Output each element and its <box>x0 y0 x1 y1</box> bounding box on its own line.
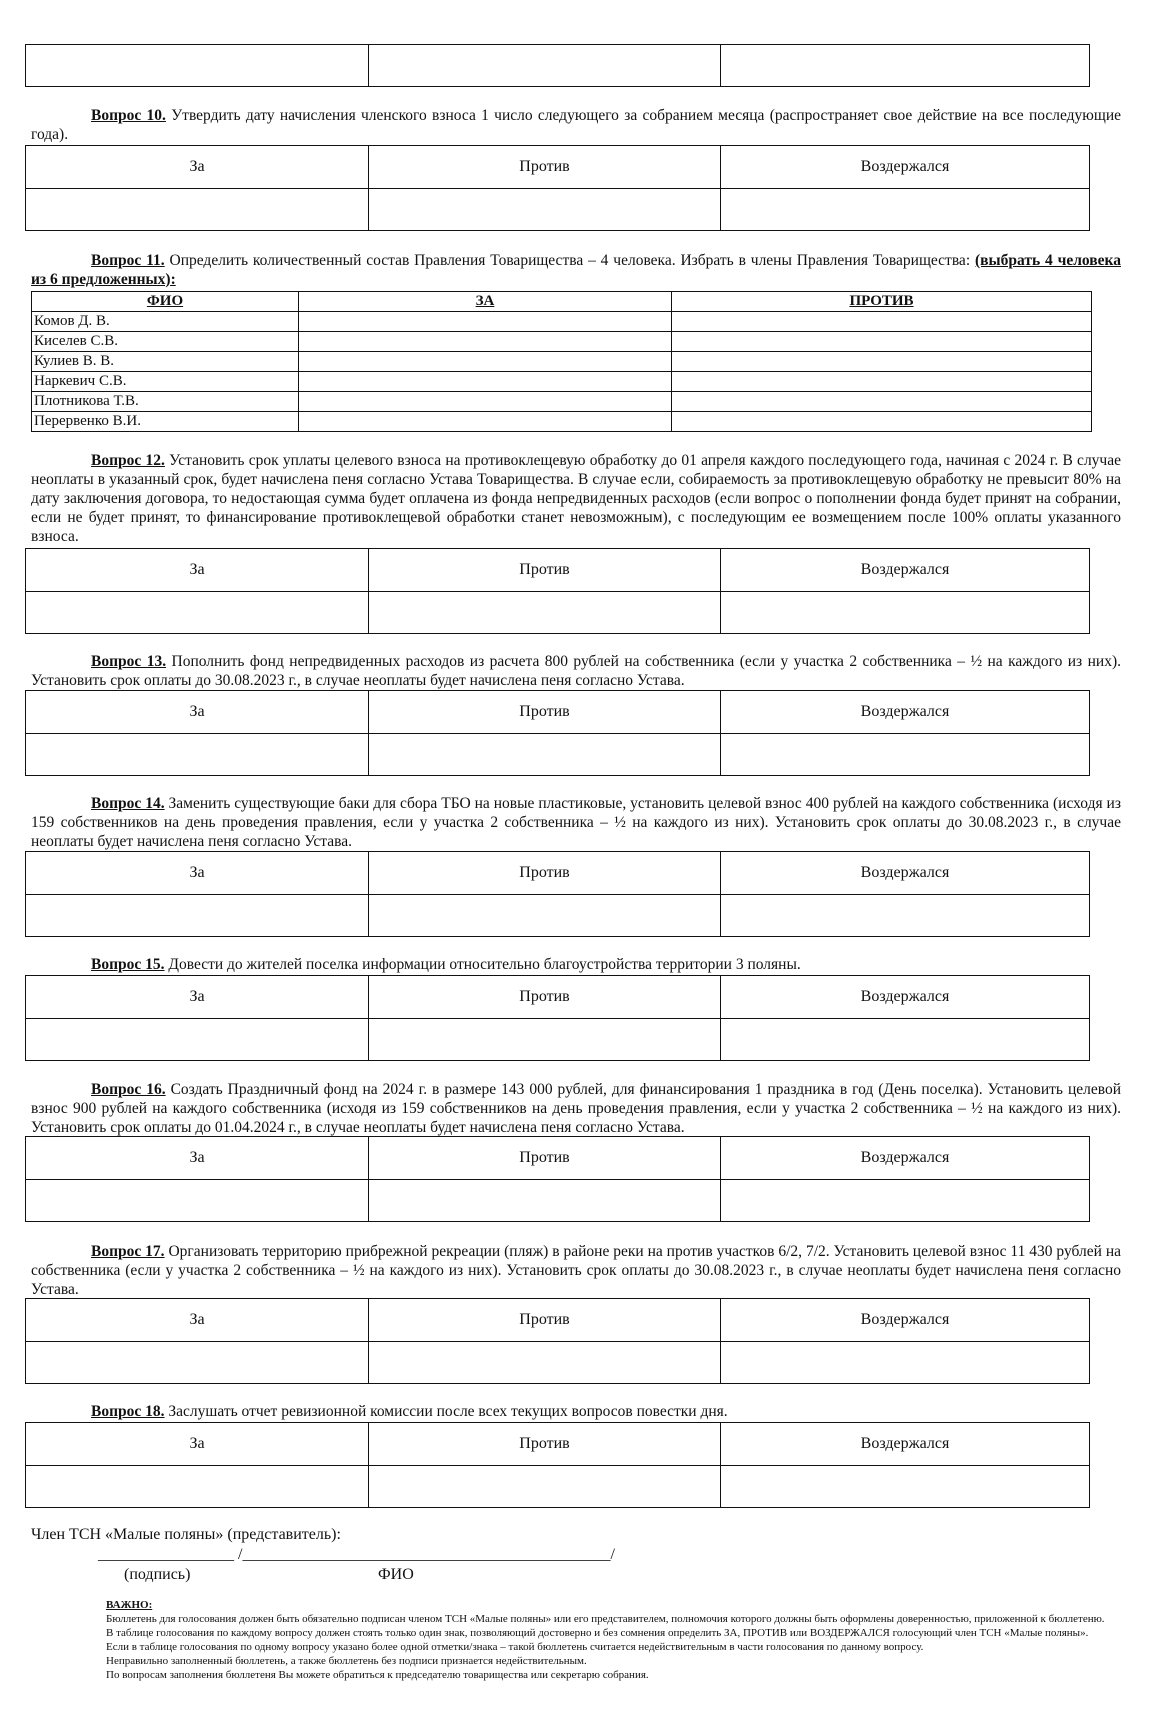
board-cell-against[interactable] <box>672 352 1092 372</box>
vote-cell-abstain[interactable] <box>721 1019 1090 1061</box>
signature-line[interactable]: _________________ /______________________________________________/ <box>98 1546 615 1563</box>
question-text: Утвердить дату начисления членского взноса 1 число следующего за собранием месяца (распространяет свое действие на все последующие года). <box>31 107 1121 143</box>
vote-cell-abstain[interactable] <box>721 1180 1090 1222</box>
vote-cell-abstain[interactable] <box>721 592 1090 634</box>
question-instruction: (выбрать 4 человека из 6 предложенных): <box>31 252 1121 288</box>
vote-cell-for[interactable] <box>26 734 369 776</box>
vote-cell-against[interactable] <box>369 1466 721 1508</box>
vote-header-abstain: Воздержался <box>721 1299 1090 1342</box>
question-15 <box>31 955 1121 974</box>
question-17 <box>31 1242 1121 1299</box>
vote-cell-for[interactable] <box>26 1342 369 1384</box>
question-text: Пополнить фонд непредвиденных расходов из расчета 800 рублей на собственника (если у участка 2 собственника – ½ на каждого из них). Установить срок оплаты до 30.08.2023 г., в случае неоплаты будет начислена пеня согласно Устава. <box>31 653 1121 689</box>
signature-caption: (подпись) <box>124 1566 191 1583</box>
question-10 <box>31 106 1121 144</box>
vote-table-q13 <box>25 690 1090 776</box>
vote-header-against: Против <box>369 549 721 592</box>
question-12 <box>31 451 1121 546</box>
vote-cell-abstain[interactable] <box>721 1342 1090 1384</box>
vote-header-against: Против <box>369 146 721 189</box>
question-text: Создать Праздничный фонд на 2024 г. в размере 143 000 рублей, для финансирования 1 праздника в год (День поселка). Установить целевой взнос 900 рублей на каждого собственника (исходя из 159 собственников на день проведения правления, если у участка 2 собственника – ½ на каждого из них). Установить срок оплаты до 01.04.2024 г., в случае неоплаты будет начислена пеня согласно Устава. <box>31 1081 1121 1136</box>
vote-header-for: За <box>26 1299 369 1342</box>
vote-cell-against[interactable] <box>369 189 721 231</box>
candidate-name: Киселев С.В. <box>32 332 299 352</box>
board-header-for: ЗА <box>299 292 672 312</box>
note-item: Бюллетень для голосования должен быть обязательно подписан членом ТСН «Малые поляны» или его представителем, полномочия которого должны быть оформлены доверенностью, приложенной к бюллетеню. <box>106 1613 1105 1625</box>
question-text: Организовать территорию прибрежной рекреации (пляж) в районе реки на против участков 6/2, 7/2. Установить целевой взнос 11 430 рублей на собственника (если у участка 2 собственника – ½ на каждого из них). Установить срок оплаты до 30.08.2023 г., в случае неоплаты будет начислена пеня согласно Устава. <box>31 1243 1121 1298</box>
question-16 <box>31 1080 1121 1137</box>
candidate-name: Перервенко В.И. <box>32 412 299 432</box>
vote-header-for: За <box>26 852 369 895</box>
vote-header-abstain: Воздержался <box>721 1423 1090 1466</box>
vote-cell-against[interactable] <box>369 1342 721 1384</box>
vote-cell-for[interactable] <box>26 592 369 634</box>
board-cell-against[interactable] <box>672 392 1092 412</box>
vote-header-for: За <box>26 146 369 189</box>
vote-header-for: За <box>26 1137 369 1180</box>
question-number: Вопрос 10. <box>91 107 166 124</box>
vote-cell-for[interactable] <box>26 1180 369 1222</box>
question-number: Вопрос 15. <box>91 956 165 973</box>
question-text: Заменить существующие баки для сбора ТБО на новые пластиковые, установить целевой взнос 400 рублей на каждого собственника (исходя из 159 собственников на день проведения правления, если у участка 2 собственника – ½ на каждого из них). Установить срок оплаты до 30.08.2023 г., в случае неоплаты будет начислена пеня согласно Устава. <box>31 795 1121 850</box>
board-cell-for[interactable] <box>299 392 672 412</box>
board-cell-against[interactable] <box>672 372 1092 392</box>
vote-header-against: Против <box>369 852 721 895</box>
vote-cell-for[interactable] <box>26 45 369 87</box>
note-item: Неправильно заполненный бюллетень, а также бюллетень без подписи признается недействительным. <box>106 1655 587 1667</box>
vote-header-abstain: Воздержался <box>721 976 1090 1019</box>
vote-cell-for[interactable] <box>26 189 369 231</box>
vote-cell-against[interactable] <box>369 1019 721 1061</box>
candidate-name: Кулиев В. В. <box>32 352 299 372</box>
question-18 <box>31 1402 1121 1421</box>
vote-header-abstain: Воздержался <box>721 852 1090 895</box>
important-notes <box>31 1598 1117 1682</box>
vote-header-abstain: Воздержался <box>721 146 1090 189</box>
vote-cell-abstain[interactable] <box>721 895 1090 937</box>
vote-header-against: Против <box>369 691 721 734</box>
note-item: В таблице голосования по каждому вопросу должен стоять только один знак, позволяющий достоверно и без сомнения определить ЗА, ПРОТИВ или ВОЗДЕРЖАЛСЯ голосующий член ТСН «Малые поляны». <box>106 1627 1089 1639</box>
vote-cell-abstain[interactable] <box>721 45 1090 87</box>
question-13 <box>31 652 1121 690</box>
question-number: Вопрос 16. <box>91 1081 166 1098</box>
question-number: Вопрос 14. <box>91 795 165 812</box>
board-cell-for[interactable] <box>299 352 672 372</box>
vote-header-abstain: Воздержался <box>721 1137 1090 1180</box>
table-row <box>32 392 1092 412</box>
vote-table-q15 <box>25 975 1090 1061</box>
vote-cell-against[interactable] <box>369 45 721 87</box>
vote-cell-against[interactable] <box>369 734 721 776</box>
vote-header-against: Против <box>369 1299 721 1342</box>
board-cell-for[interactable] <box>299 372 672 392</box>
question-14 <box>31 794 1121 851</box>
candidate-name: Плотникова Т.В. <box>32 392 299 412</box>
table-row <box>32 372 1092 392</box>
vote-table-q9-tail <box>25 44 1090 87</box>
member-label: Член ТСН «Малые поляны» (представитель): <box>31 1526 341 1543</box>
question-number: Вопрос 18. <box>91 1403 165 1420</box>
important-heading: ВАЖНО: <box>106 1599 153 1611</box>
table-row <box>32 412 1092 432</box>
vote-table-q12 <box>25 548 1090 634</box>
vote-table-q17 <box>25 1298 1090 1384</box>
vote-cell-for[interactable] <box>26 895 369 937</box>
board-header-fio: ФИО <box>32 292 299 312</box>
board-cell-for[interactable] <box>299 312 672 332</box>
vote-table-q10 <box>25 145 1090 231</box>
vote-table-q14 <box>25 851 1090 937</box>
vote-header-abstain: Воздержался <box>721 549 1090 592</box>
table-row <box>32 332 1092 352</box>
board-cell-for[interactable] <box>299 332 672 352</box>
table-row <box>32 312 1092 332</box>
vote-cell-abstain[interactable] <box>721 1466 1090 1508</box>
question-text: Определить количественный состав Правления Товарищества – 4 человека. Избрать в члены Правления Товарищества: <box>164 252 975 269</box>
vote-header-against: Против <box>369 976 721 1019</box>
vote-cell-abstain[interactable] <box>721 189 1090 231</box>
board-cell-against[interactable] <box>672 412 1092 432</box>
question-text: Довести до жителей поселка информации относительно благоустройства территории 3 поляны. <box>164 956 801 973</box>
question-number: Вопрос 11. <box>91 252 165 269</box>
board-header-against: ПРОТИВ <box>672 292 1092 312</box>
vote-header-for: За <box>26 1423 369 1466</box>
candidate-name: Наркевич С.В. <box>32 372 299 392</box>
vote-header-for: За <box>26 976 369 1019</box>
vote-header-for: За <box>26 549 369 592</box>
board-cell-against[interactable] <box>672 332 1092 352</box>
board-cell-for[interactable] <box>299 412 672 432</box>
vote-table-q18 <box>25 1422 1090 1508</box>
vote-cell-for[interactable] <box>26 1466 369 1508</box>
vote-cell-for[interactable] <box>26 1019 369 1061</box>
question-text: Заслушать отчет ревизионной комиссии после всех текущих вопросов повестки дня. <box>164 1403 728 1420</box>
board-election-table <box>31 291 1092 432</box>
candidate-name: Комов Д. В. <box>32 312 299 332</box>
question-text: Установить срок уплаты целевого взноса на противоклещевую обработку до 01 апреля каждого последующего года, начиная с 2024 г. В случае неоплаты в указанный срок, будет начислена пеня согласно Устава Товарищества. В случае если, собираемость за противоклещевую обработку не превысит 80% на дату заключения договора, то недостающая сумма будет оплачена из фонда непредвиденных расходов (если вопрос о пополнении фонда будет принят на собрании, если не будет принят, то финансирование противоклещевой обработки станет невозможным), с последующим ее возмещением после 100% оплаты указанного взноса. <box>31 452 1121 545</box>
vote-cell-abstain[interactable] <box>721 734 1090 776</box>
vote-cell-against[interactable] <box>369 895 721 937</box>
fio-caption: ФИО <box>378 1566 414 1583</box>
table-row <box>32 352 1092 372</box>
question-number: Вопрос 17. <box>91 1243 165 1260</box>
question-number: Вопрос 12. <box>91 452 165 469</box>
vote-table-q16 <box>25 1136 1090 1222</box>
vote-cell-against[interactable] <box>369 592 721 634</box>
vote-header-abstain: Воздержался <box>721 691 1090 734</box>
vote-header-for: За <box>26 691 369 734</box>
note-item: По вопросам заполнения бюллетеня Вы можете обратиться к председателю товарищества или секретарю собрания. <box>106 1669 649 1681</box>
question-11 <box>31 251 1121 289</box>
vote-header-against: Против <box>369 1137 721 1180</box>
note-item: Если в таблице голосования по одному вопросу указано более одной отметки/знака – такой бюллетень считается недействительным в части голосования по данному вопросу. <box>106 1641 924 1653</box>
board-cell-against[interactable] <box>672 312 1092 332</box>
vote-cell-against[interactable] <box>369 1180 721 1222</box>
vote-header-against: Против <box>369 1423 721 1466</box>
question-number: Вопрос 13. <box>91 653 167 670</box>
